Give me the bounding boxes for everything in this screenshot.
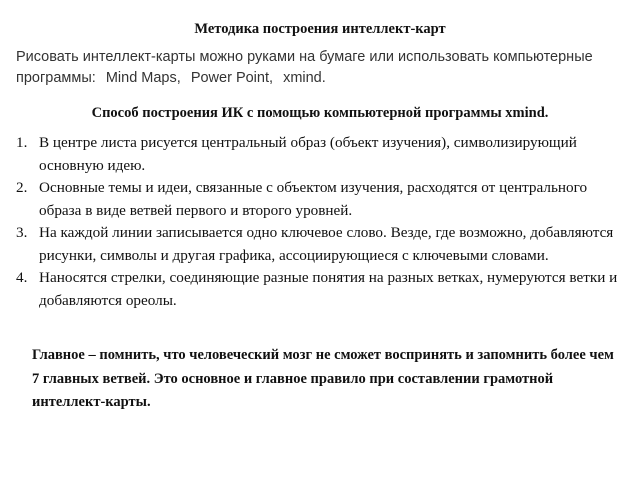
- list-item-text: Наносятся стрелки, соединяющие разные понятия на разных ветках, нумеруются ветки и добавляются ореолы.: [39, 269, 618, 309]
- list-item-number: 3.: [16, 224, 28, 241]
- tool-xmind: xmind.: [283, 70, 326, 86]
- list-item: [16, 132, 624, 177]
- summary-paragraph: Главное – помнить, что человеческий мозг не сможет воспринять и запомнить более чем 7 главных ветвей. Это основное и главное правило при составлении грамотной интеллект-карты.: [32, 347, 614, 410]
- tool-mind-maps: Mind Maps,: [105, 70, 181, 86]
- list-item-number: 2.: [16, 179, 28, 196]
- list-item-text: Основные темы и идеи, связанные с объектом изучения, расходятся от центрального образа в виде ветвей первого и второго уровней.: [39, 179, 588, 219]
- list-item-text: В центре листа рисуется центральный образ (объект изучения), символизирующий основную идею.: [39, 134, 577, 174]
- intro-text: Рисовать интеллект-карты можно руками на бумаге или использовать компьютерные программы:: [16, 49, 593, 86]
- list-item-number: 1.: [16, 134, 28, 151]
- list-item: [16, 222, 624, 267]
- list-item-text: На каждой линии записывается одно ключевое слово. Везде, где возможно, добавляются рисунки, символы и другая графика, ассоциирующиеся с ключевыми словами.: [39, 224, 614, 264]
- steps-list: [16, 132, 624, 312]
- section-subtitle: Способ построения ИК с помощью компьютерной программы xmind.: [91, 105, 549, 121]
- page-title: Методика построения интеллект-карт: [194, 21, 446, 37]
- list-item: [16, 177, 624, 222]
- list-item: [16, 267, 624, 312]
- intro-paragraph: [16, 47, 628, 89]
- list-item-number: 4.: [16, 269, 28, 286]
- tool-power-point: Power Point,: [190, 70, 274, 86]
